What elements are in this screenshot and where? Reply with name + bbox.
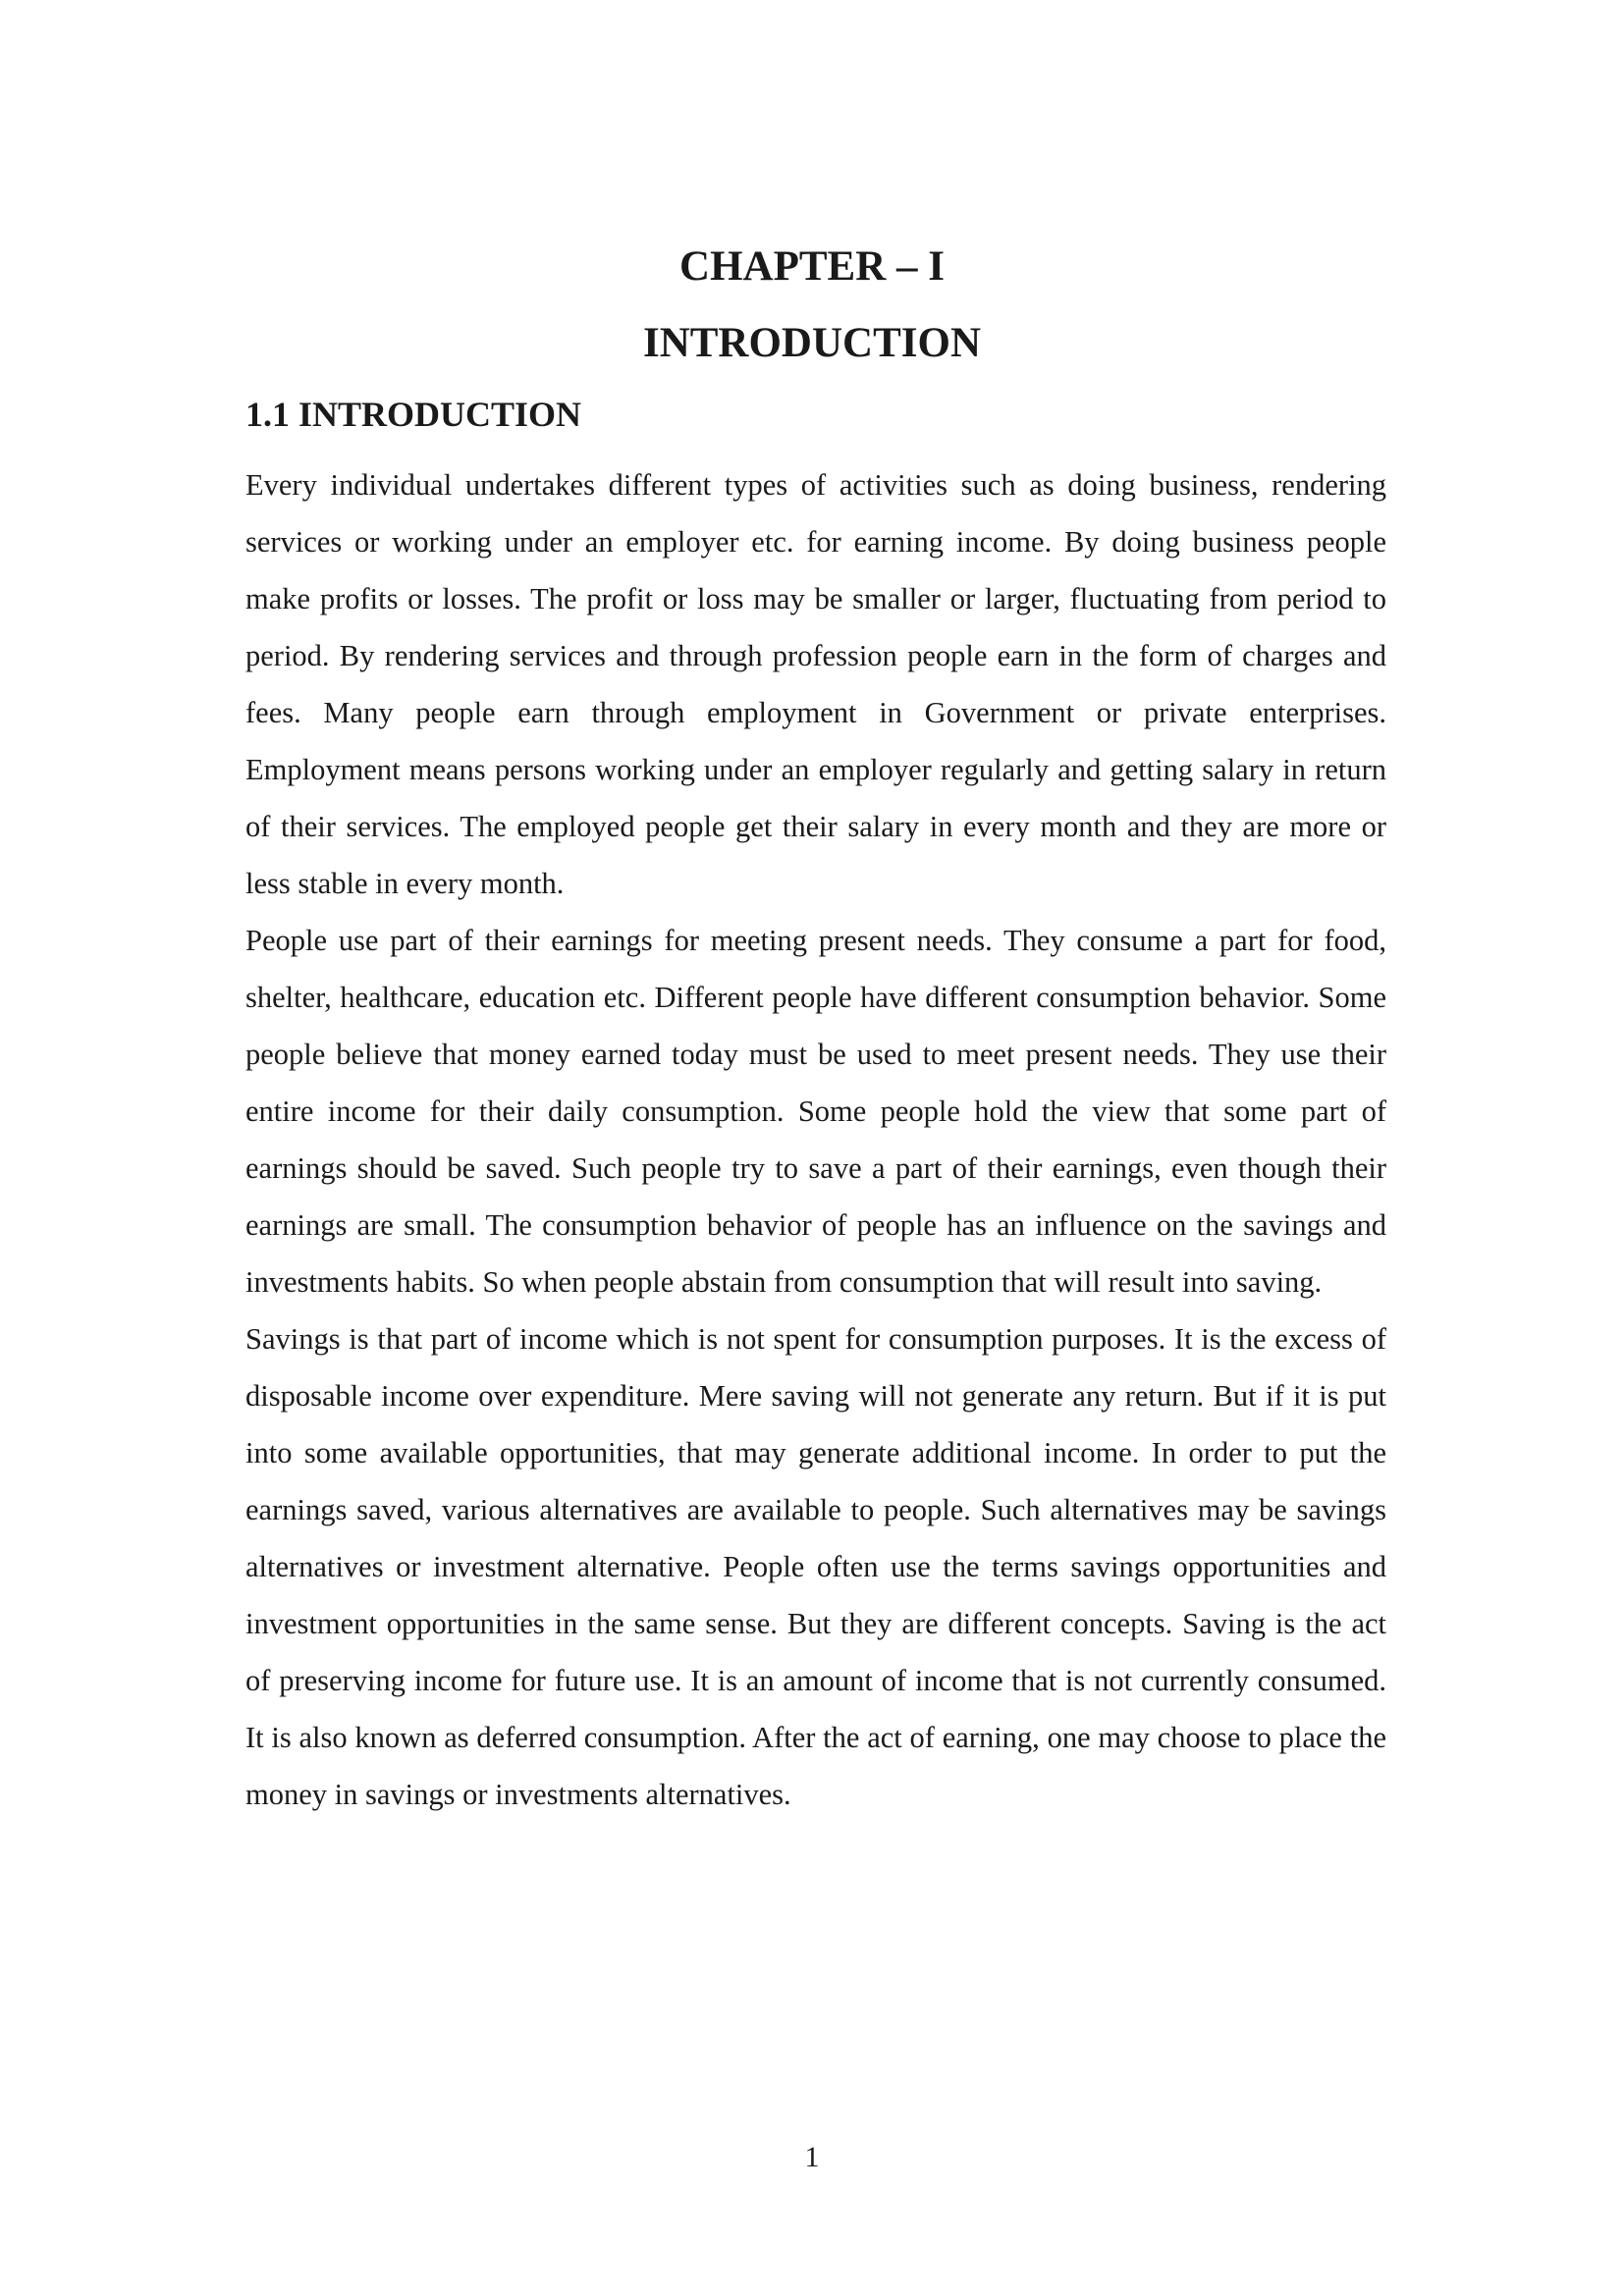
paragraph: People use part of their earnings for meeting present needs. They consume a part for food, shelter, healthcare, education etc. Different people have different consumption behavior. Some people believe that money earned today must be used to meet present needs. They use their entire income for their daily consumption. Some people hold the view that some part of earnings should be saved. Such people try to save a part of their earnings, even though their earnings are small. The consumption behavior of people has an influence on the savings and investments habits. So when people abstain from consumption that will result into saving. bbox=[245, 924, 1386, 1299]
chapter-title: CHAPTER – I bbox=[679, 243, 945, 290]
paragraph: Every individual undertakes different types of activities such as doing business, rendering services or working under an employer etc. for earning income. By doing business people make profits or losses. The profit or loss may be smaller or larger, fluctuating from period to period. By rendering services and through profession people earn in the form of charges and fees. Many people earn through employment in Government or private enterprises. Employment means persons working under an employer regularly and getting salary in return of their services. The employed people get their salary in every month and they are more or less stable in every month. bbox=[245, 468, 1386, 900]
body-text bbox=[245, 456, 1386, 1823]
chapter-subtitle: INTRODUCTION bbox=[642, 320, 982, 366]
section-heading: 1.1 INTRODUCTION bbox=[245, 395, 582, 434]
page-number: 1 bbox=[804, 2141, 820, 2173]
paragraph: Savings is that part of income which is not spent for consumption purposes. It is the excess of disposable income over expenditure. Mere saving will not generate any return. But if it is put into some available opportunities, that may generate additional income. In order to put the earnings saved, various alternatives are available to people. Such alternatives may be savings alternatives or investment alternative. People often use the terms savings opportunities and investment opportunities in the same sense. But they are different concepts. Saving is the act of preserving income for future use. It is an amount of income that is not currently consumed. It is also known as deferred consumption. After the act of earning, one may choose to place the money in savings or investments alternatives. bbox=[245, 1322, 1386, 1811]
